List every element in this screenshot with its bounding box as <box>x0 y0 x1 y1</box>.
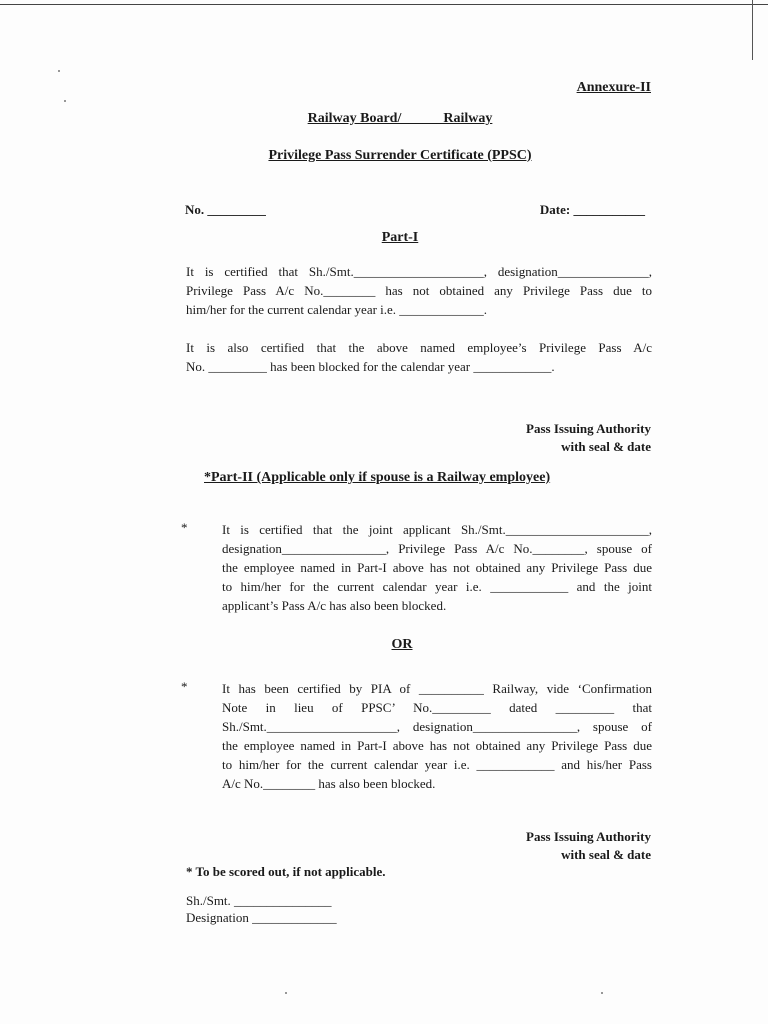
text-line: Sh./Smt.____________________, designation________________, spouse of <box>222 719 652 734</box>
part1-paragraph-1 <box>186 262 652 319</box>
scored-out-marker: * <box>181 520 188 535</box>
text-line: him/her for the current calendar year i.e. _____________. <box>186 302 488 317</box>
text-line: the employee named in Part-I above has not obtained any Privilege Pass due <box>222 738 652 753</box>
text-line: It is certified that Sh./Smt.____________________, designation______________, <box>186 264 652 279</box>
page-title: Privilege Pass Surrender Certificate (PPSC) <box>268 148 532 163</box>
authority-seal-note: with seal & date <box>561 439 651 454</box>
header-line: Railway Board/______Railway <box>307 111 493 126</box>
authority-seal-note: with seal & date <box>561 847 651 862</box>
text-line: It has been certified by PIA of __________ Railway, vide ‘Confirmation <box>222 681 652 696</box>
text-line: designation________________, Privilege Pass A/c No.________, spouse of <box>222 541 652 556</box>
scored-out-marker: * <box>181 679 188 694</box>
scan-edge-top <box>0 4 768 5</box>
text-line: A/c No.________ has also been blocked. <box>222 776 436 791</box>
text-line: Note in lieu of PPSC’ No._________ dated _________ that <box>222 700 652 715</box>
text-line: the employee named in Part-I above has not obtained any Privilege Pass due <box>222 560 652 575</box>
authority-title: Pass Issuing Authority <box>526 829 651 844</box>
scan-speck <box>285 992 287 994</box>
text-line: to him/her for the current calendar year i.e. ____________ and his/her Pass <box>222 757 652 772</box>
part2-paragraph-1 <box>222 520 652 615</box>
pass-issuing-authority-2 <box>420 828 651 864</box>
scan-edge-right <box>752 0 753 60</box>
text-line: It is certified that the joint applicant Sh./Smt.______________________, <box>222 522 652 537</box>
date-field: Date: ___________ <box>539 202 645 217</box>
text-line: to him/her for the current calendar year i.e. ____________ and the joint <box>222 579 652 594</box>
certificate-number-field: No. _________ <box>185 202 266 217</box>
part2-heading: *Part-II (Applicable only if spouse is a Railway employee) <box>204 470 551 485</box>
footnote: * To be scored out, if not applicable. <box>186 864 386 879</box>
annexure-label: Annexure-II <box>576 80 651 95</box>
signatory-block <box>186 892 337 926</box>
text-line: No. _________ has been blocked for the calendar year ____________. <box>186 359 555 374</box>
signatory-name-field: Sh./Smt. _______________ <box>186 893 332 908</box>
scan-speck <box>64 100 66 102</box>
scan-speck <box>58 70 60 72</box>
text-line: Privilege Pass A/c No.________ has not obtained any Privilege Pass due to <box>186 283 652 298</box>
part2-paragraph-2 <box>222 679 652 793</box>
text-line: applicant’s Pass A/c has also been blocked. <box>222 598 447 613</box>
scan-speck <box>601 992 603 994</box>
authority-title: Pass Issuing Authority <box>526 421 651 436</box>
text-line: It is also certified that the above named employee’s Privilege Pass A/c <box>186 340 652 355</box>
or-divider: OR <box>391 637 413 652</box>
signatory-designation-field: Designation _____________ <box>186 910 337 925</box>
part1-paragraph-2 <box>186 338 652 376</box>
pass-issuing-authority-1 <box>420 420 651 456</box>
part1-heading: Part-I <box>381 230 419 245</box>
